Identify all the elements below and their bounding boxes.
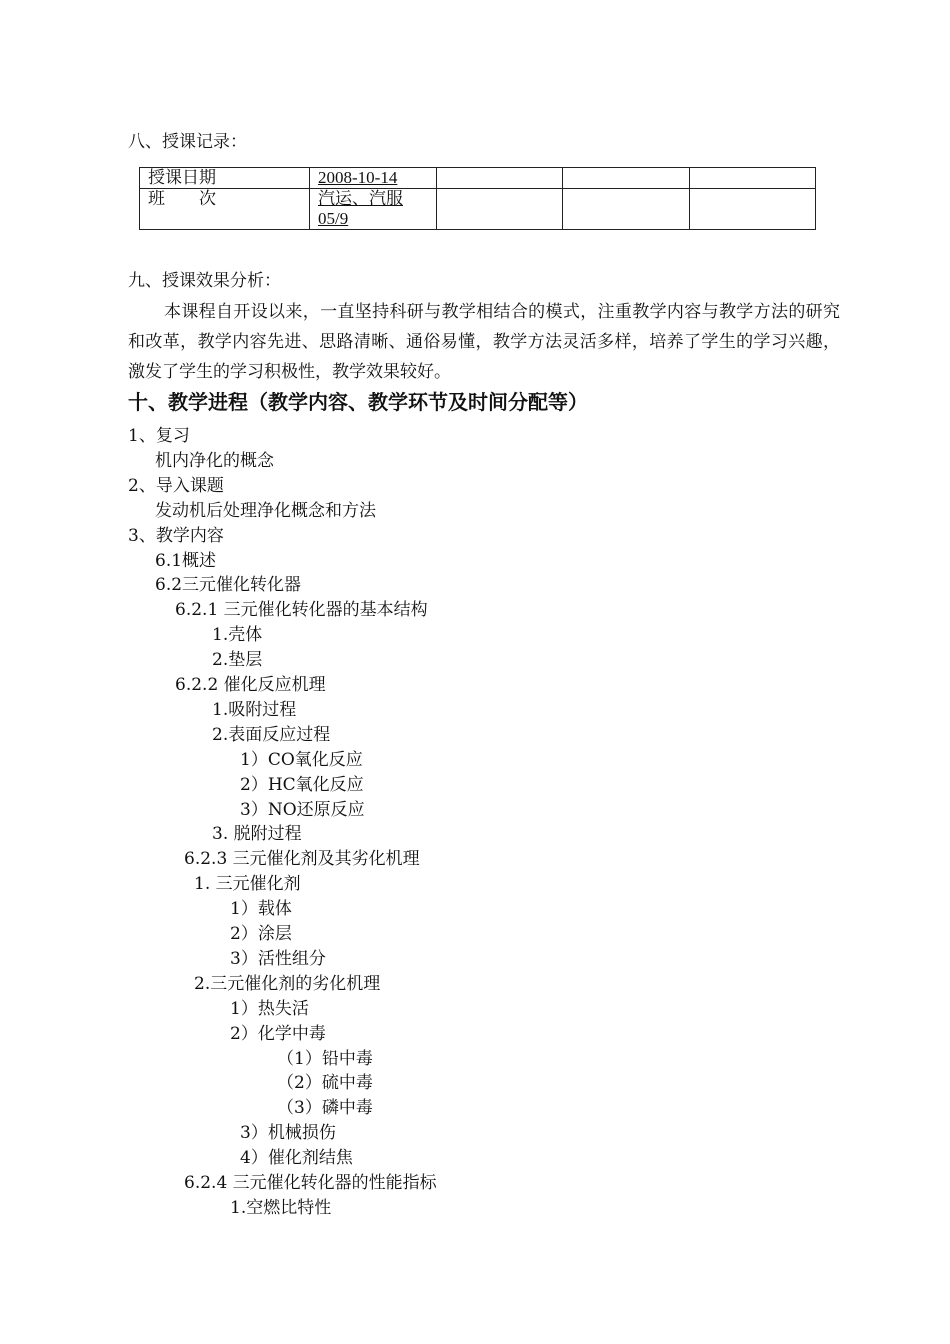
outline-item: 2.三元催化剂的劣化机理 [194, 973, 381, 994]
outline-item: 1、复习 [128, 426, 190, 446]
outline-item: 3）NO还原反应 [240, 799, 365, 820]
section-10-heading: 十、教学进程（教学内容、教学环节及时间分配等） [128, 390, 588, 414]
outline-item: 6.2.4 三元催化转化器的性能指标 [184, 1173, 437, 1193]
outline-item: 1）CO氧化反应 [240, 749, 363, 770]
table-cell: 汽运、汽服05/9 [310, 189, 437, 230]
outline-item: 1.壳体 [212, 625, 263, 646]
table-row [140, 168, 816, 189]
table-cell [689, 168, 815, 189]
outline-item: 3）机械损伤 [240, 1123, 336, 1144]
outline-item: 3）活性组分 [230, 948, 326, 969]
outline-item: 6.2.2 催化反应机理 [175, 675, 326, 695]
table-cell [437, 189, 563, 230]
outline-item: 1. 三元催化剂 [194, 874, 301, 895]
outline-item: 2）HC氧化反应 [240, 774, 364, 795]
analysis-paragraph: 本课程自开设以来，一直坚持科研与教学相结合的模式，注重教学内容与教学方法的研究和改革，教学内容先进、思路清晰、通俗易懂，教学方法灵活多样，培养了学生的学习兴趣，激发了学生的学习积极性，教学效果较好。 [128, 302, 840, 382]
outline-item: 6.1概述 [155, 550, 217, 571]
outline-item: 4）催化剂结焦 [240, 1148, 353, 1169]
table-cell [563, 189, 689, 230]
row-label: 授课日期 [140, 168, 310, 189]
row-label: 班 次 [140, 189, 310, 230]
outline-item: 机内净化的概念 [155, 450, 274, 471]
outline-item: 1.吸附过程 [212, 699, 297, 720]
section-8-heading: 八、授课记录： [128, 132, 247, 152]
table-cell [437, 168, 563, 189]
table-row [140, 189, 816, 230]
outline-item: 6.2三元催化转化器 [155, 575, 302, 596]
outline-item: 发动机后处理净化概念和方法 [155, 500, 376, 521]
outline-item: 2.垫层 [212, 650, 263, 671]
outline-item: 6.2.1 三元催化转化器的基本结构 [175, 600, 428, 621]
outline-item: 3、教学内容 [128, 525, 224, 546]
outline-item: （1）铅中毒 [277, 1048, 373, 1069]
table-cell: 2008-10-14 [310, 168, 437, 189]
outline-item: 2）化学中毒 [230, 1023, 326, 1044]
outline-item: 1）载体 [230, 899, 292, 920]
teaching-record-table [139, 167, 816, 230]
section-9-heading: 九、授课效果分析： [128, 271, 281, 291]
outline-item: 2、导入课题 [128, 475, 224, 496]
outline-item: 2）涂层 [230, 924, 292, 944]
outline-item: （3）磷中毒 [277, 1098, 373, 1119]
outline-item: 1.空燃比特性 [230, 1197, 332, 1218]
table-cell [689, 189, 815, 230]
outline-item: 6.2.3 三元催化剂及其劣化机理 [184, 849, 420, 870]
outline-item: （2）硫中毒 [277, 1073, 373, 1094]
outline-item: 1）热失活 [230, 998, 309, 1019]
outline-item: 2.表面反应过程 [212, 724, 331, 745]
table-cell [563, 168, 689, 189]
outline-item: 3. 脱附过程 [212, 824, 302, 845]
